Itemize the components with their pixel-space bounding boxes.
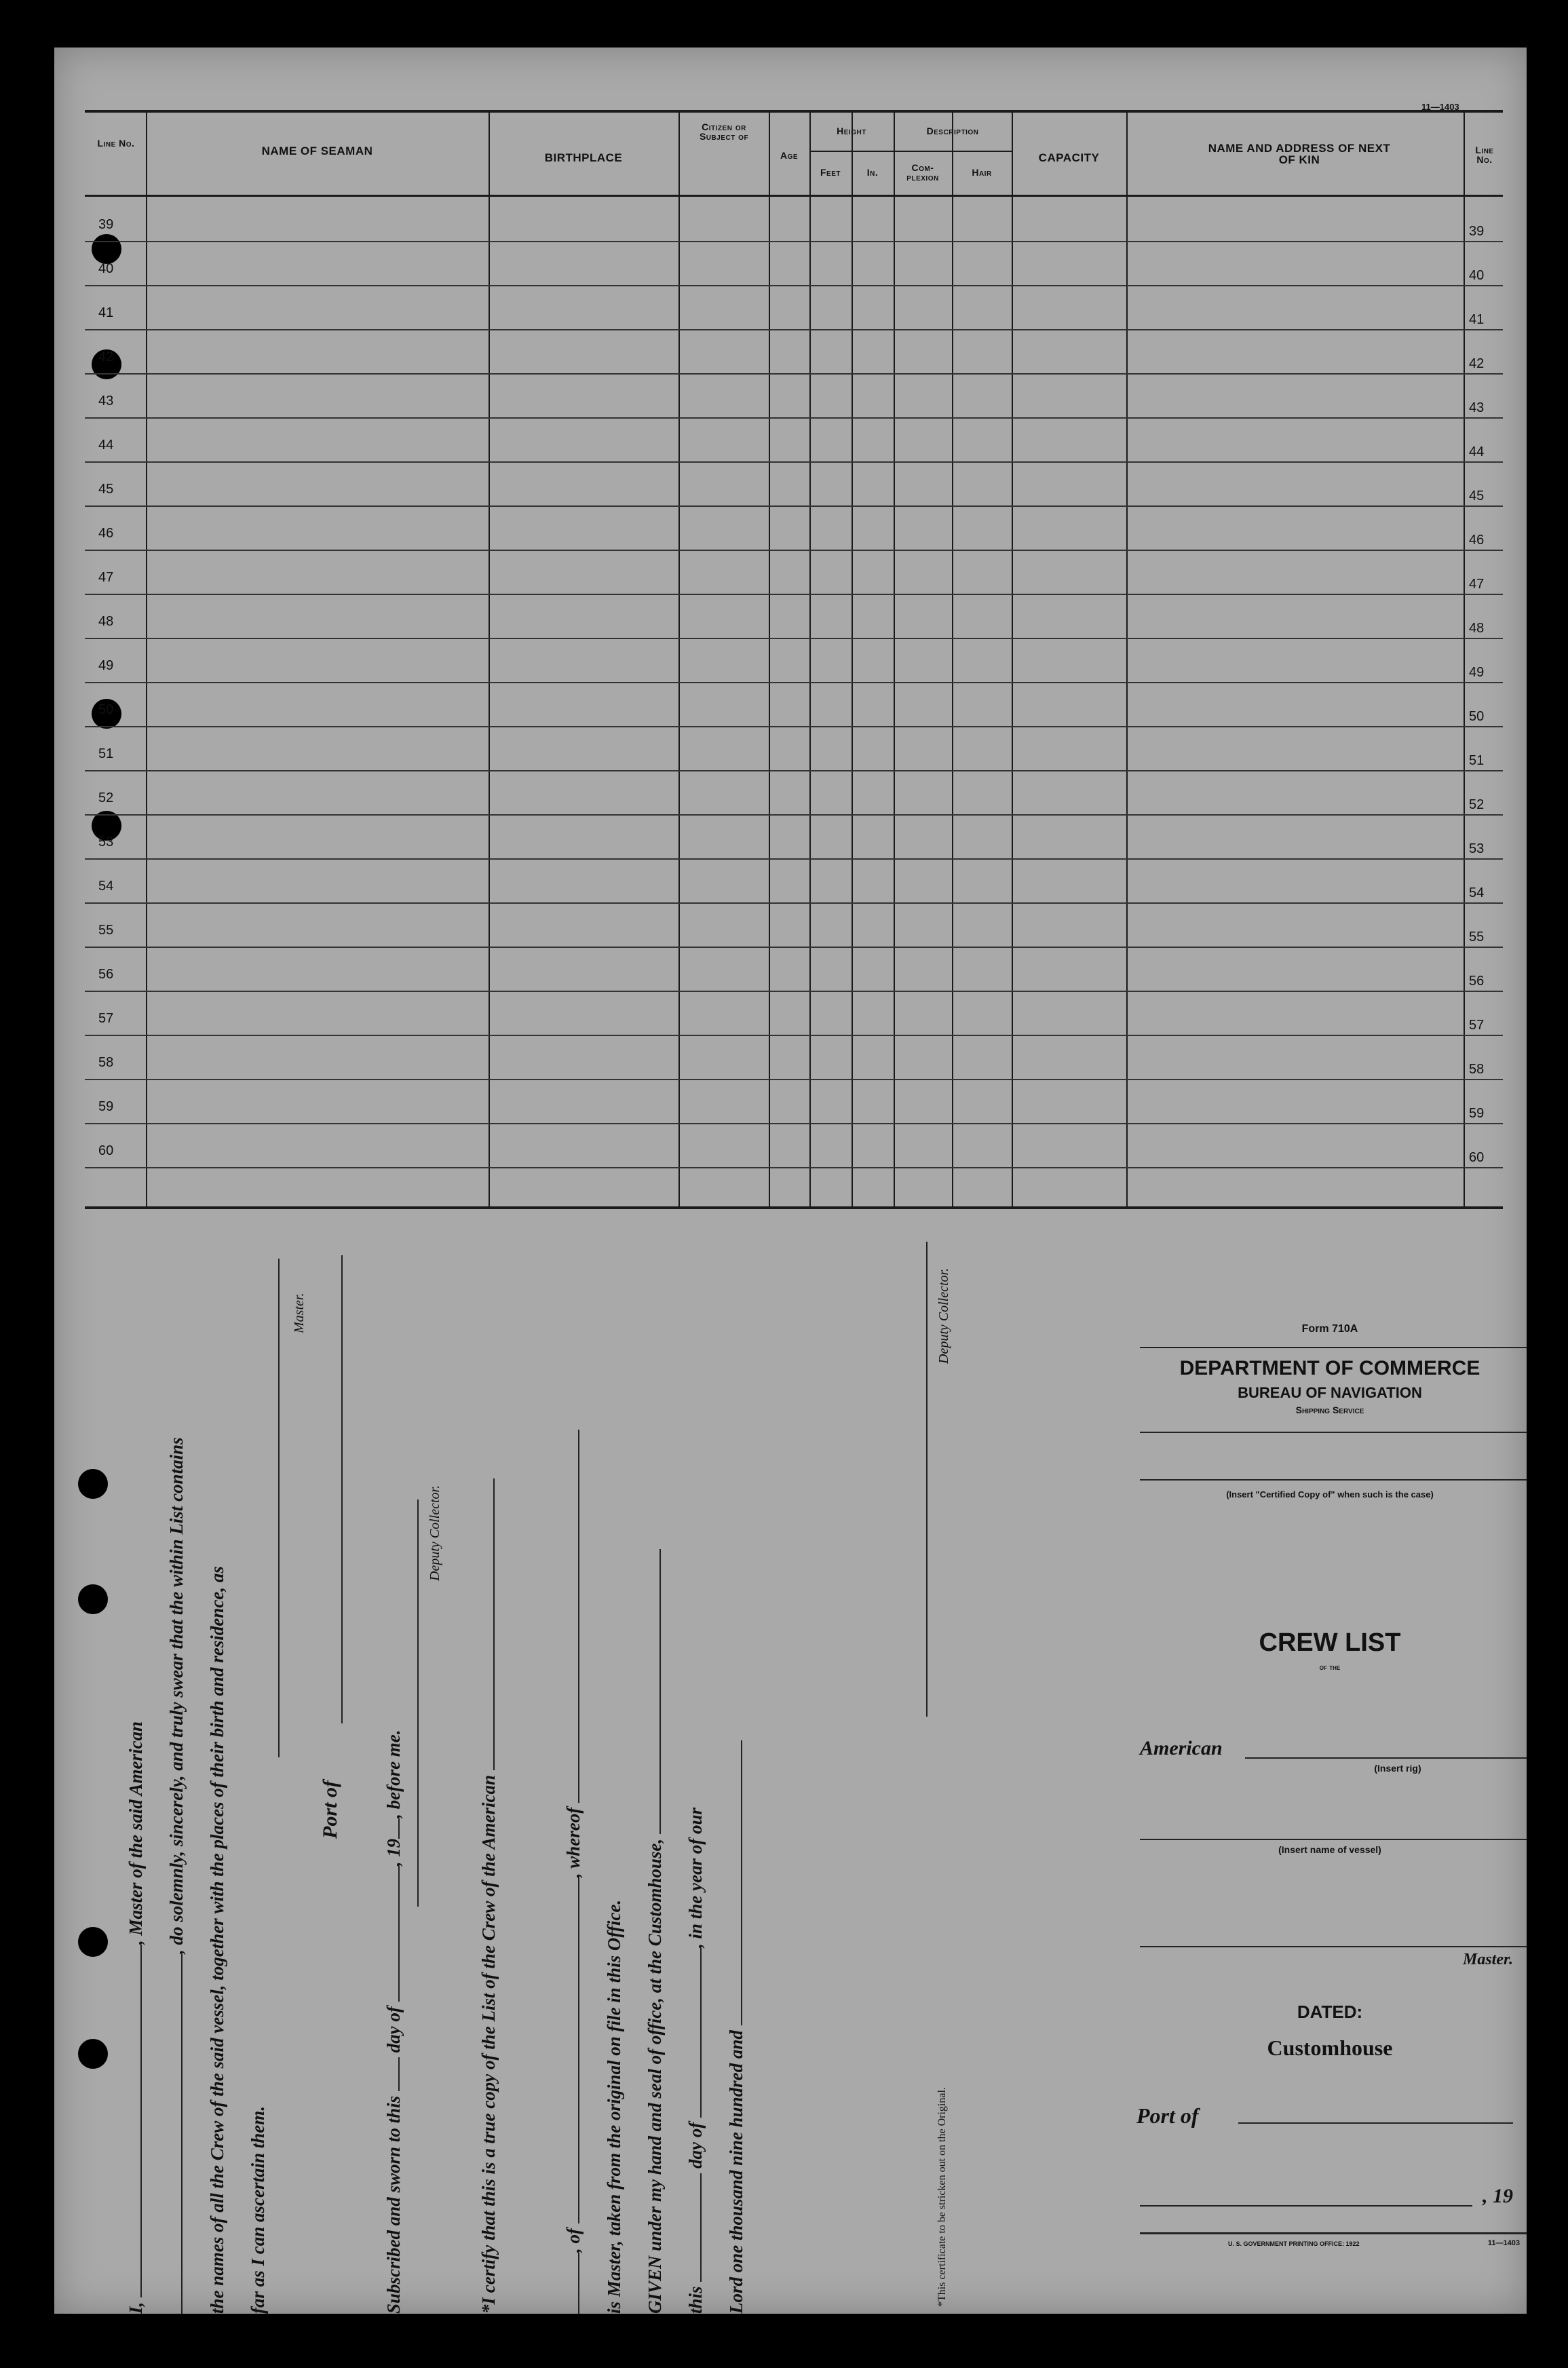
row-number-right: 43 <box>1469 400 1485 415</box>
deputy-collector-label-2: Deputy Collector. <box>936 1267 951 1364</box>
oath-line-4: far as I can ascertain them. <box>248 2105 268 2314</box>
cover-bureau: BUREAU OF NAVIGATION <box>1238 1384 1422 1401</box>
given-year-field[interactable] <box>741 1740 742 2025</box>
certificate-footnote: *This certificate to be stricken out on the Original. <box>936 2087 948 2307</box>
row-number-right: 53 <box>1469 841 1485 856</box>
cover-rule <box>1140 1347 1527 1348</box>
form-code-top: 11—1403 <box>1421 102 1459 112</box>
table-row[interactable] <box>85 638 1503 639</box>
oath-line-1 <box>126 1721 147 2314</box>
header-capacity: CAPACITY <box>1038 151 1100 164</box>
table-header-rule <box>85 195 1503 197</box>
cover-master: Master. <box>1462 1951 1513 1968</box>
height-subheader-rule <box>809 151 894 152</box>
cover-blank-line[interactable] <box>1140 1479 1527 1481</box>
row-number-left: 56 <box>98 967 114 982</box>
row-number-right: 51 <box>1469 753 1485 768</box>
column-divider <box>1464 110 1465 1209</box>
subscribed-text: Subscribed and sworn to this <box>383 2095 404 2314</box>
table-row[interactable] <box>85 1123 1503 1124</box>
table-row[interactable] <box>85 594 1503 595</box>
column-divider <box>769 110 770 1209</box>
cover-form-code: 11—1403 <box>1487 2239 1520 2247</box>
row-number-left: 50 <box>98 702 114 717</box>
given-day-of-text: day of <box>685 2122 706 2169</box>
column-divider <box>489 110 490 1209</box>
table-row[interactable] <box>85 373 1503 375</box>
certify-rig-field[interactable] <box>578 2253 579 2314</box>
this-day-line <box>685 1808 706 2314</box>
table-row[interactable] <box>85 902 1503 904</box>
certify-line <box>478 1478 499 2314</box>
row-number-left: 44 <box>98 438 114 453</box>
column-divider <box>852 110 853 1209</box>
row-number-left: 60 <box>98 1143 114 1158</box>
description-subheader-rule <box>894 151 1012 152</box>
given-month-field[interactable] <box>700 1948 702 2118</box>
header-name-of-seaman: NAME OF SEAMAN <box>261 145 373 157</box>
nineteen-text: , 19 <box>383 1838 404 1867</box>
deputy-collector-label: Deputy Collector. <box>427 1485 442 1581</box>
port-field[interactable] <box>341 1255 343 1723</box>
column-divider <box>894 110 895 1209</box>
lord-text: Lord one thousand nine hundred and <box>726 2030 746 2314</box>
cover-department: DEPARTMENT OF COMMERCE <box>1179 1357 1480 1379</box>
cover-of-the: of the <box>1319 1662 1341 1672</box>
subscribed-year-field[interactable] <box>398 1818 400 1839</box>
row-number-right: 59 <box>1469 1106 1485 1121</box>
cover-bottom-rule <box>1140 2232 1527 2234</box>
given-line <box>645 1549 666 2314</box>
master-name-field[interactable] <box>140 1945 142 2297</box>
cover-port-field[interactable] <box>1238 2122 1513 2124</box>
row-number-left: 47 <box>98 570 114 585</box>
table-row[interactable] <box>85 726 1503 727</box>
table-row[interactable] <box>85 991 1503 992</box>
table-top-rule <box>85 110 1503 113</box>
cover-rig-field[interactable] <box>1245 1757 1527 1759</box>
cover-insert-vessel: (Insert name of vessel) <box>1278 1844 1381 1855</box>
given-day-field[interactable] <box>700 2173 702 2282</box>
punch-hole <box>78 1927 108 1957</box>
row-number-right: 39 <box>1469 224 1485 239</box>
cover-panel <box>1126 1323 1533 2273</box>
row-number-left: 59 <box>98 1099 114 1114</box>
oath-line-2 <box>166 1437 187 2314</box>
deputy-signature-line-2[interactable] <box>926 1242 928 1717</box>
row-number-left: 46 <box>98 526 114 541</box>
table-row[interactable] <box>85 461 1503 463</box>
header-age: Age <box>780 150 799 161</box>
subscribed-month-field[interactable] <box>398 1866 400 2002</box>
table-row[interactable] <box>85 1035 1503 1036</box>
cover-date-field[interactable] <box>1140 2205 1472 2207</box>
row-number-right: 47 <box>1469 577 1485 592</box>
lord-line <box>726 1740 747 2314</box>
master-signature-line[interactable] <box>278 1259 280 1757</box>
header-description: Description <box>926 126 979 136</box>
cover-blank-line[interactable] <box>1140 1432 1527 1433</box>
day-of-text: day of <box>383 2006 404 2053</box>
punch-hole <box>78 1584 108 1614</box>
column-divider <box>1012 110 1013 1209</box>
table-row[interactable] <box>85 505 1503 507</box>
cover-printing-office: U. S. GOVERNMENT PRINTING OFFICE: 1922 <box>1228 2240 1360 2247</box>
row-number-right: 40 <box>1469 268 1485 283</box>
row-number-left: 53 <box>98 835 114 849</box>
header-next-of-kin: NAME AND ADDRESS OF NEXT OF KIN <box>1208 142 1391 166</box>
row-number-right: 52 <box>1469 797 1485 812</box>
row-number-left: 40 <box>98 261 114 276</box>
row-number-left: 42 <box>98 349 114 364</box>
row-number-right: 54 <box>1469 885 1485 900</box>
cover-master-field[interactable] <box>1140 1946 1527 1947</box>
table-bottom-rule <box>85 1206 1503 1209</box>
table-row[interactable] <box>85 550 1503 551</box>
oath-master-of-american: , Master of the said American <box>126 1721 146 1945</box>
header-hair: Hair <box>972 167 992 178</box>
certify-master-field[interactable] <box>578 1430 579 1803</box>
row-number-right: 55 <box>1469 930 1485 944</box>
header-line-no-right: Line No. <box>1475 145 1494 165</box>
table-row[interactable] <box>85 1079 1503 1080</box>
column-divider <box>678 110 680 1209</box>
row-number-left: 39 <box>98 217 114 232</box>
before-me-text: , before me. <box>383 1730 404 1818</box>
cover-dated: DATED: <box>1297 2002 1363 2022</box>
header-birthplace: BIRTHPLACE <box>544 151 623 164</box>
this-text: this <box>685 2286 706 2314</box>
deputy-collector-2-block <box>926 1255 1062 2314</box>
master-label: Master. <box>292 1293 307 1333</box>
row-number-right: 49 <box>1469 665 1485 680</box>
row-number-right: 46 <box>1469 533 1485 548</box>
cover-title: CREW LIST <box>1259 1628 1401 1657</box>
row-number-right: 42 <box>1469 356 1485 371</box>
row-number-right: 48 <box>1469 621 1485 636</box>
cover-vessel-field[interactable] <box>1140 1839 1527 1840</box>
oath-line-3: the names of all the Crew of the said vessel, together with the places of their birth and residence, as <box>207 1566 227 2314</box>
header-complexion: Com-plexion <box>906 162 939 183</box>
row-number-right: 41 <box>1469 312 1485 327</box>
certify-text: *I certify that this is a true copy of the List of the Crew of the American <box>478 1775 499 2314</box>
column-divider <box>809 110 811 1209</box>
subscribed-line <box>383 1730 404 2314</box>
certify-of-line <box>563 1430 584 2314</box>
cover-port-of: Port of <box>1136 2103 1199 2128</box>
oath-i: I, <box>126 2302 146 2314</box>
header-height: Height <box>837 126 866 136</box>
given-text: GIVEN under my hand and seal of office, at the Customhouse, <box>645 1838 665 2314</box>
port-of-label: Port of <box>319 1780 341 1839</box>
row-number-right: 56 <box>1469 974 1485 989</box>
row-number-left: 55 <box>98 923 114 938</box>
table-row[interactable] <box>85 858 1503 860</box>
table-row[interactable] <box>85 814 1503 816</box>
vessel-name-field[interactable] <box>181 1954 183 2314</box>
table-row[interactable] <box>85 285 1503 286</box>
certify-port-field[interactable] <box>578 1877 579 2223</box>
row-number-left: 45 <box>98 482 114 497</box>
punch-hole <box>78 2039 108 2069</box>
row-number-left: 49 <box>98 658 114 673</box>
cover-customhouse: Customhouse <box>1267 2036 1393 2060</box>
table-row[interactable] <box>85 1167 1503 1168</box>
table-row[interactable] <box>85 947 1503 948</box>
oath-certificate <box>126 1255 512 2314</box>
cover-nineteen: , 19 <box>1483 2185 1513 2207</box>
header-in: In. <box>866 167 879 178</box>
row-number-left: 57 <box>98 1011 114 1026</box>
year-of-our-text: , in the year of our <box>685 1807 706 1948</box>
row-number-right: 44 <box>1469 444 1485 459</box>
cover-american: American <box>1140 1737 1223 1759</box>
row-number-left: 43 <box>98 394 114 408</box>
table-row[interactable] <box>85 241 1503 242</box>
crew-table <box>85 110 1503 1209</box>
table-row[interactable] <box>85 417 1503 419</box>
row-number-left: 52 <box>98 790 114 805</box>
row-number-left: 51 <box>98 746 114 761</box>
column-divider <box>1126 110 1128 1209</box>
cover-insert-rig: (Insert rig) <box>1374 1763 1421 1774</box>
certified-copy-continued <box>563 1255 767 2314</box>
deputy-signature-line[interactable] <box>417 1500 419 1907</box>
certify-of-text: , of <box>563 2228 584 2253</box>
certify-whereof-text: , whereof <box>563 1807 584 1878</box>
oath-solemnly: , do solemnly, sincerely, and truly swear that the within List contains <box>166 1437 187 1954</box>
row-number-right: 58 <box>1469 1062 1485 1077</box>
cover-service: Shipping Service <box>1295 1405 1364 1415</box>
row-number-right: 45 <box>1469 489 1485 503</box>
header-line-no: Line No. <box>97 138 135 149</box>
cover-form-no: Form 710A <box>1301 1323 1358 1335</box>
column-divider <box>952 110 953 1209</box>
table-row[interactable] <box>85 329 1503 330</box>
row-number-left: 41 <box>98 305 114 320</box>
row-number-right: 57 <box>1469 1018 1485 1033</box>
header-citizen: Citizen or Subject of <box>699 121 749 142</box>
row-number-left: 48 <box>98 614 114 629</box>
row-number-right: 60 <box>1469 1150 1485 1165</box>
certify-vessel-field[interactable] <box>493 1478 495 1770</box>
given-place-field[interactable] <box>659 1549 661 1834</box>
row-number-right: 50 <box>1469 709 1485 724</box>
is-master-line: is Master, taken from the original on file in this Office. <box>604 1899 624 2314</box>
table-row[interactable] <box>85 682 1503 683</box>
row-number-left: 58 <box>98 1055 114 1070</box>
punch-hole <box>78 1469 108 1499</box>
row-number-left: 54 <box>98 879 114 894</box>
subscribed-day-field[interactable] <box>398 2057 400 2091</box>
form-sheet <box>54 47 1527 2314</box>
column-divider <box>146 110 147 1209</box>
header-feet: Feet <box>820 167 841 178</box>
cover-insert-certified: (Insert "Certified Copy of" when such is the case) <box>1226 1489 1434 1500</box>
table-row[interactable] <box>85 770 1503 771</box>
